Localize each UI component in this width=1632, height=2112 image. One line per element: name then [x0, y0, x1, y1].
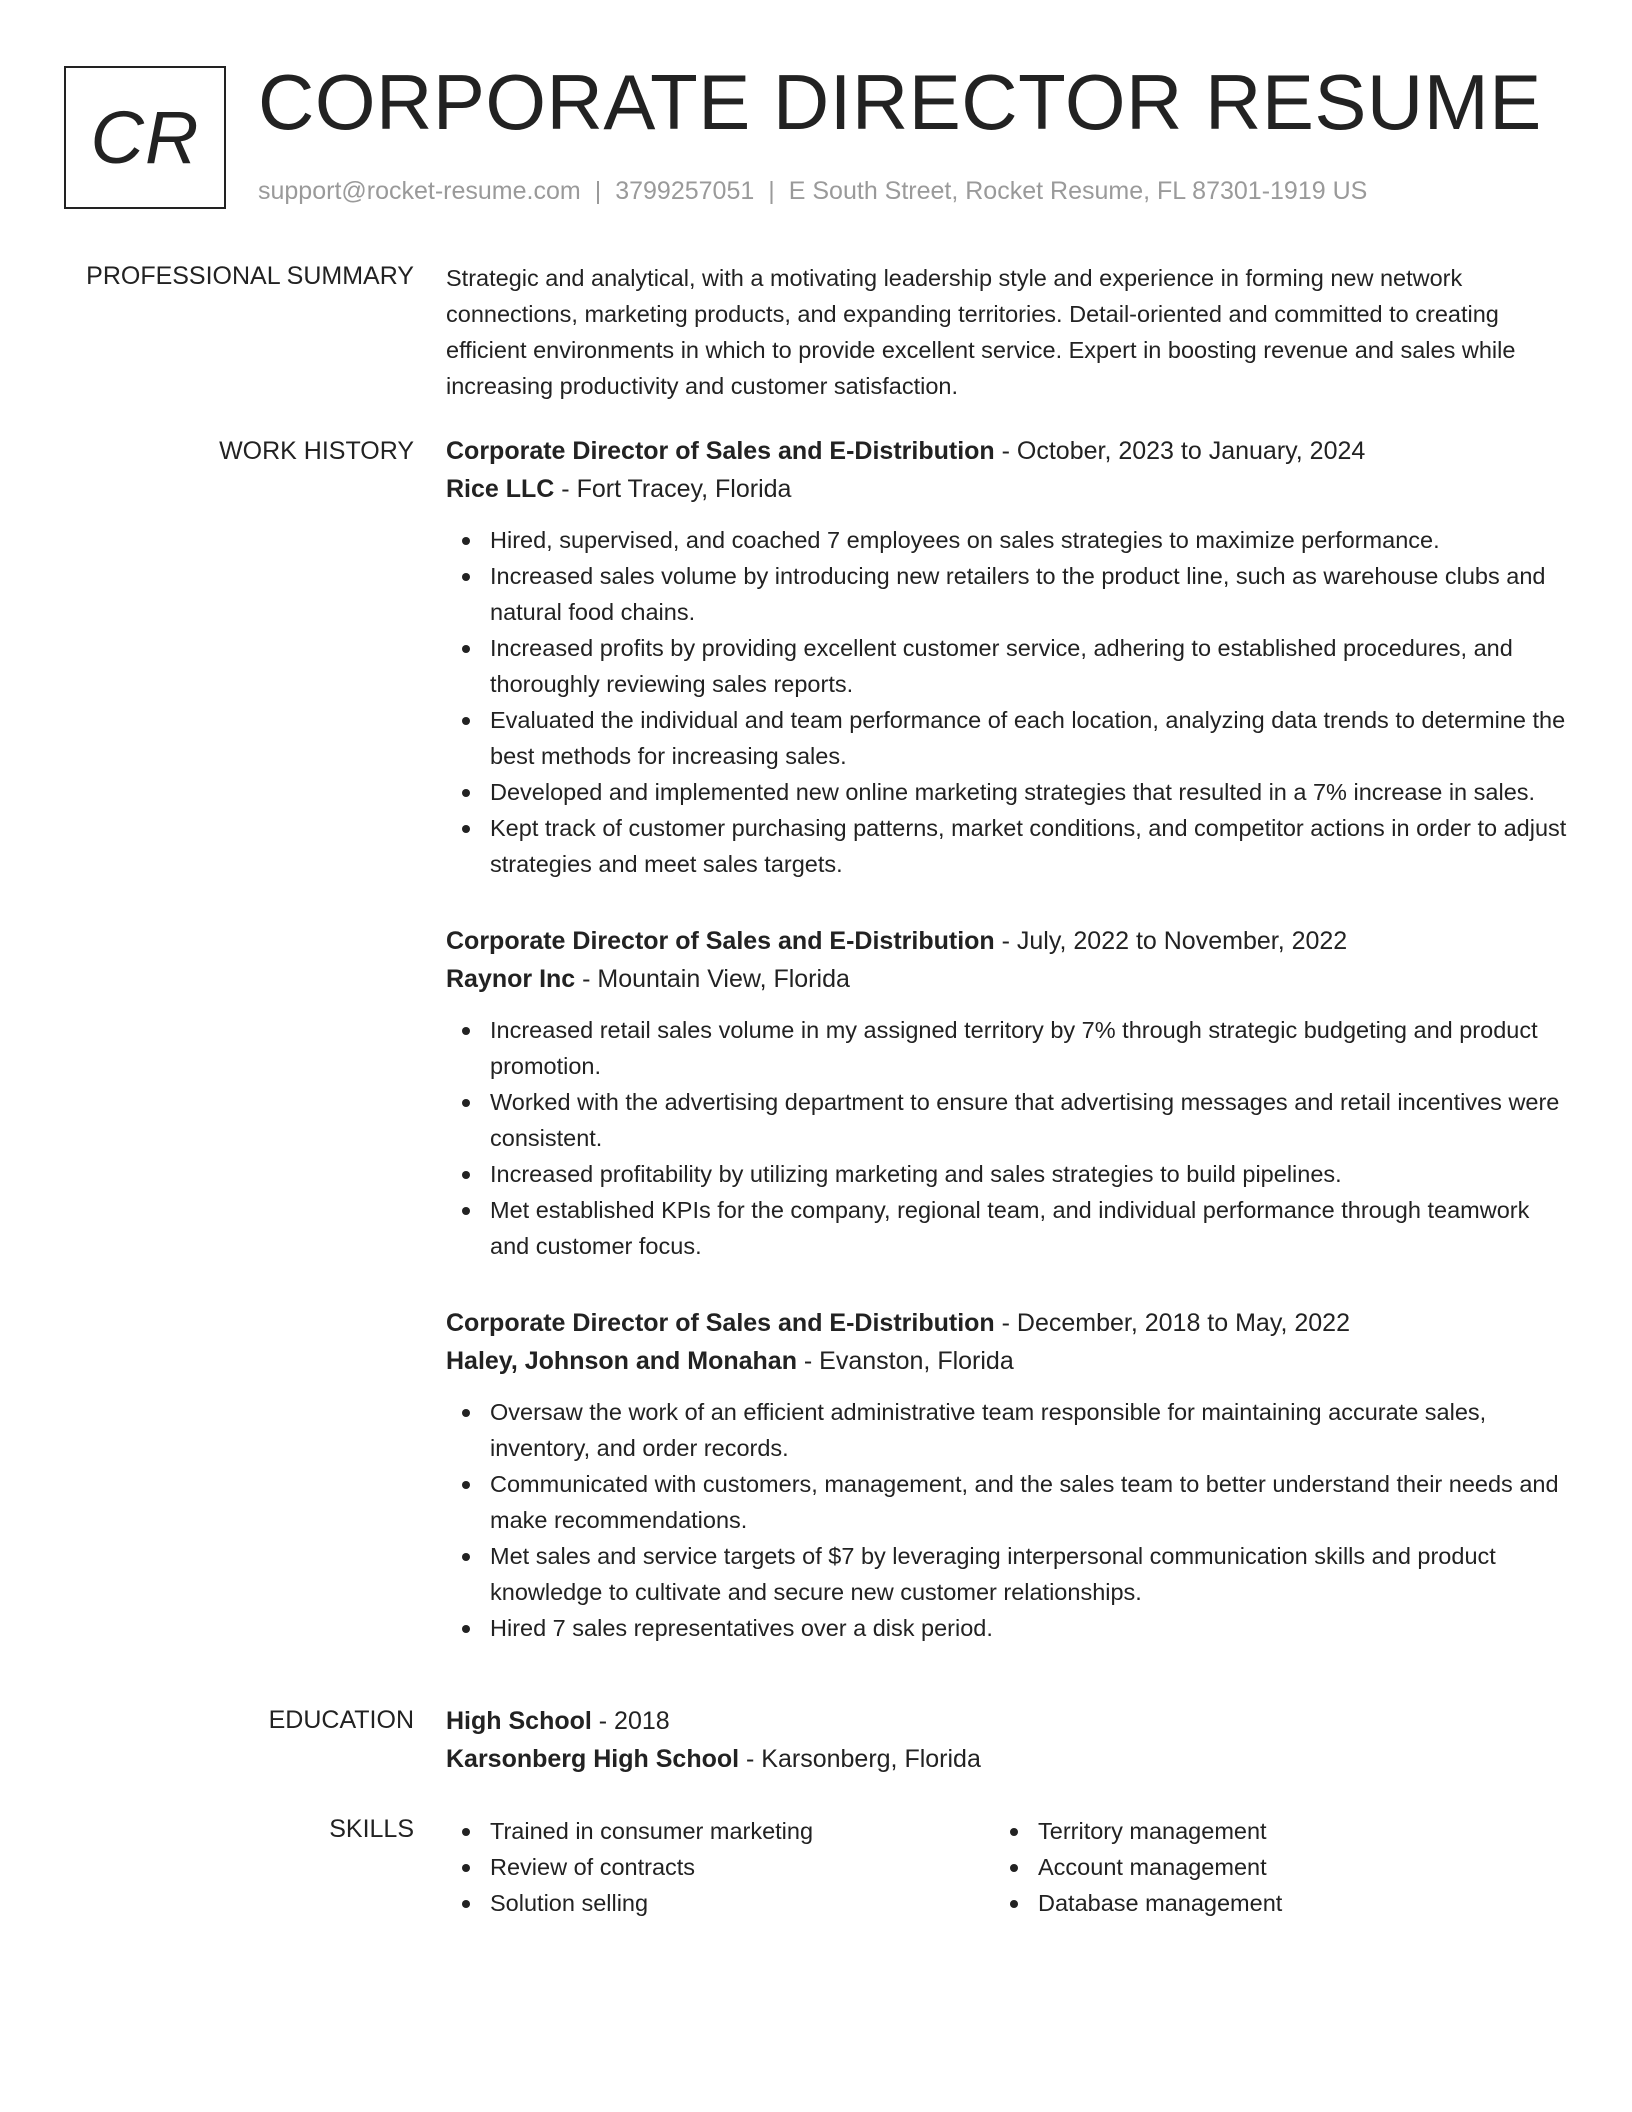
- job-dates: - July, 2022 to November, 2022: [994, 927, 1348, 955]
- job-location: - Mountain View, Florida: [575, 965, 850, 993]
- job-bullets: [446, 1394, 1570, 1646]
- section-label-education: EDUCATION: [268, 1706, 414, 1734]
- list-item: Hired, supervised, and coached 7 employees on sales strategies to maximize performance.: [446, 522, 1570, 558]
- list-item: Communicated with customers, management, and the sales team to better understand their needs and make recommendations.: [446, 1466, 1570, 1538]
- job-bullets: [446, 1012, 1570, 1264]
- job-title: Corporate Director of Sales and E-Distribution: [446, 927, 995, 955]
- education-school-line: [446, 1740, 1570, 1778]
- education-degree-line: [446, 1702, 1570, 1740]
- page-title: CORPORATE DIRECTOR RESUME: [258, 58, 1542, 146]
- job-location: - Fort Tracey, Florida: [554, 475, 792, 503]
- education-school: Karsonberg High School: [446, 1745, 740, 1773]
- job-entry: [446, 432, 1570, 882]
- education-location: - Karsonberg, Florida: [739, 1745, 981, 1773]
- education-degree: High School: [446, 1707, 592, 1735]
- job-company: Raynor Inc: [446, 965, 576, 993]
- job-dates: - December, 2018 to May, 2022: [994, 1309, 1350, 1337]
- list-item: Worked with the advertising department to ensure that advertising messages and retail incentives were consistent.: [446, 1084, 1570, 1156]
- list-item: Met sales and service targets of $7 by leveraging interpersonal communication skills and product knowledge to cultivate and secure new customer relationships.: [446, 1538, 1570, 1610]
- job-title-line: [446, 922, 1570, 960]
- job-bullets: [446, 522, 1570, 882]
- list-item: Increased profits by providing excellent customer service, adhering to established procedures, and thoroughly reviewing sales reports.: [446, 630, 1570, 702]
- job-title-line: [446, 1304, 1570, 1342]
- job-entry: [446, 1304, 1570, 1646]
- skill-item: Review of contracts: [446, 1849, 994, 1885]
- list-item: Developed and implemented new online marketing strategies that resulted in a 7% increase in sales.: [446, 774, 1570, 810]
- list-item: Increased retail sales volume in my assigned territory by 7% through strategic budgeting and product promotion.: [446, 1012, 1570, 1084]
- skills-list: [994, 1813, 1542, 1921]
- skill-item: Trained in consumer marketing: [446, 1813, 994, 1849]
- skills-column-left: [446, 1813, 994, 1921]
- skills-column-right: [994, 1813, 1542, 1921]
- skills-grid: [446, 1813, 1570, 1921]
- education-body: [446, 1702, 1570, 1778]
- job-entry: [446, 922, 1570, 1264]
- list-item: Hired 7 sales representatives over a disk period.: [446, 1610, 1570, 1646]
- education-year: - 2018: [591, 1707, 670, 1735]
- skills-list: [446, 1813, 994, 1921]
- job-dates: - October, 2023 to January, 2024: [994, 437, 1366, 465]
- contact-address: E South Street, Rocket Resume, FL 87301-1919 US: [788, 177, 1368, 205]
- list-item: Kept track of customer purchasing patterns, market conditions, and competitor actions in order to adjust strategies and meet sales targets.: [446, 810, 1570, 882]
- job-company: Haley, Johnson and Monahan: [446, 1347, 797, 1375]
- summary-text: Strategic and analytical, with a motivating leadership style and experience in forming new network connections, marketing products, and expanding territories. Detail-oriented and committed to creating efficient environments in which to provide excellent service. Expert in boosting revenue and sales while increasing productivity and customer satisfaction.: [446, 265, 1516, 399]
- skill-item: Account management: [994, 1849, 1542, 1885]
- job-location: - Evanston, Florida: [796, 1347, 1014, 1375]
- job-company-line: [446, 1342, 1570, 1380]
- section-label-work-history: WORK HISTORY: [219, 437, 414, 465]
- contact-separator: |: [768, 177, 775, 205]
- skill-item: Database management: [994, 1885, 1542, 1921]
- list-item: Oversaw the work of an efficient administrative team responsible for maintaining accurate sales, inventory, and order records.: [446, 1394, 1570, 1466]
- job-title: Corporate Director of Sales and E-Distribution: [446, 1309, 995, 1337]
- list-item: Increased profitability by utilizing marketing and sales strategies to build pipelines.: [446, 1156, 1570, 1192]
- contact-line: [258, 176, 1367, 206]
- monogram-badge: [64, 66, 226, 209]
- skill-item: Territory management: [994, 1813, 1542, 1849]
- job-title-line: [446, 432, 1570, 470]
- contact-phone[interactable]: 3799257051: [615, 177, 755, 205]
- monogram-text: CR: [90, 96, 200, 179]
- list-item: Increased sales volume by introducing new retailers to the product line, such as warehouse clubs and natural food chains.: [446, 558, 1570, 630]
- contact-email[interactable]: support@rocket-resume.com: [258, 177, 581, 205]
- list-item: Evaluated the individual and team performance of each location, analyzing data trends to determine the best methods for increasing sales.: [446, 702, 1570, 774]
- skill-item: Solution selling: [446, 1885, 994, 1921]
- job-title: Corporate Director of Sales and E-Distribution: [446, 437, 995, 465]
- contact-separator: |: [594, 177, 602, 205]
- job-company-line: [446, 470, 1570, 508]
- section-label-summary: PROFESSIONAL SUMMARY: [86, 262, 414, 290]
- work-history-body: [446, 432, 1570, 1686]
- skills-body: [446, 1813, 1570, 1921]
- job-company-line: [446, 960, 1570, 998]
- section-label-skills: SKILLS: [329, 1815, 414, 1843]
- list-item: Met established KPIs for the company, regional team, and individual performance through teamwork and customer focus.: [446, 1192, 1570, 1264]
- job-company: Rice LLC: [446, 475, 555, 503]
